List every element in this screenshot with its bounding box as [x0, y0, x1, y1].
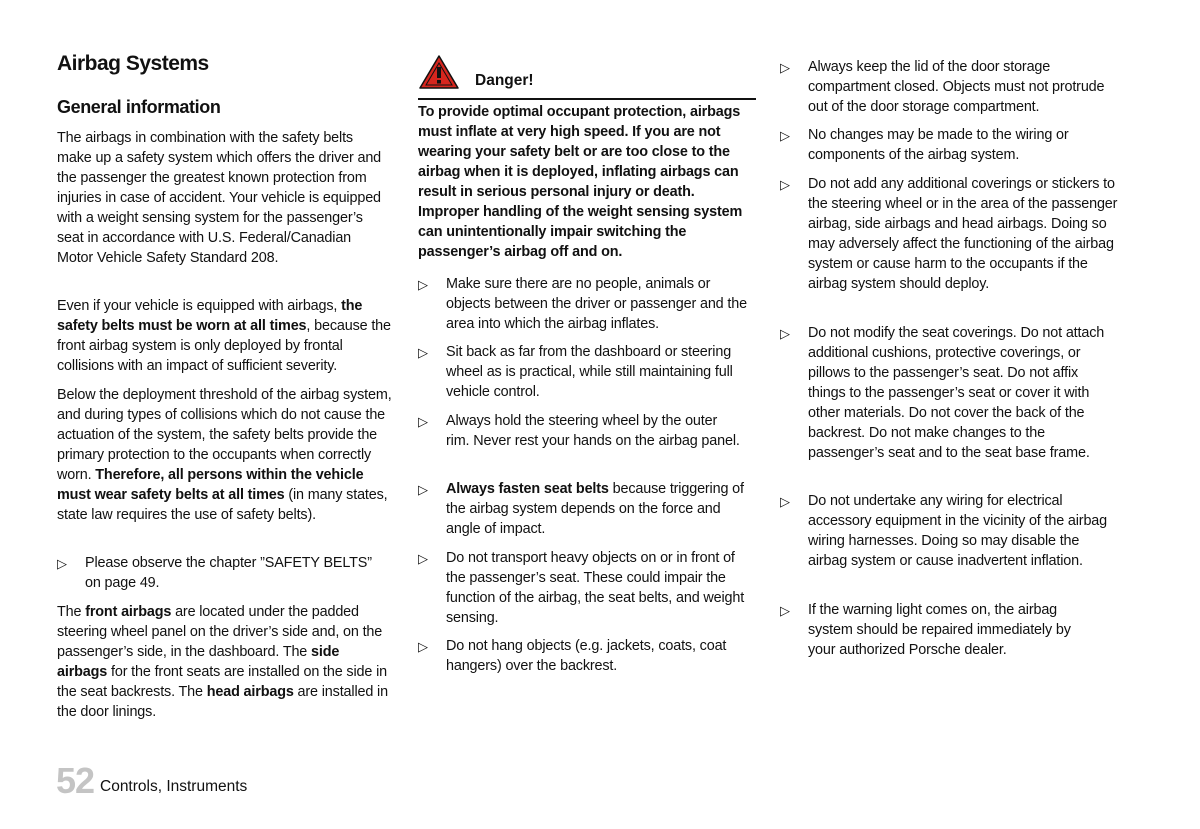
bullet-marker-icon: ▷: [418, 482, 428, 497]
paragraph-intro: The airbags in combination with the safety belts make up a safety system which offers the driver and the passenger the greatest known protection from injuries in case of accident. Your vehicle is equipped with a weight sensing system for the passenger’s seat in accordance with U.S. Federal/Canadian Motor Vehicle Safety Standard 208.: [57, 130, 382, 266]
bullet-marker-icon: ▷: [418, 551, 428, 566]
paragraph-airbag-locations: The front airbags are located under the padded steering wheel panel on the driver’s side and, on the passenger’s side, in the dashboard. The side airbags for the front seats are installed on the side in the seat backrests. The head airbags are installed in the door linings.: [57, 604, 388, 720]
paragraph-deployment-threshold: Below the deployment threshold of the airbag system, and during types of collisions which do not cause the actuation of the system, the safety belts provide the primary protection to the occupants when correctly worn. Therefore, all persons within the vehicle must wear safety belts at all times (in many states, state law requires the use of safety belts).: [57, 387, 392, 523]
danger-header: [418, 52, 756, 100]
bullet-marker-icon: ▷: [418, 277, 428, 292]
danger-text: To provide optimal occupant protection, airbags must inflate at very high speed. If you are not wearing your safety belt or are too close to the airbag when it is deployed, inflating airbags can result in serious personal injury or death. Improper handling of the weight sensing system can unintentionally impair switching the passenger’s airbag off and on.: [418, 104, 743, 260]
page-number: 52: [56, 760, 95, 801]
bullet-marker-icon: ▷: [57, 556, 67, 571]
bullet-marker-icon: ▷: [418, 414, 428, 429]
danger-label: Danger!: [475, 72, 534, 89]
footer-section-label: Controls, Instruments: [100, 778, 248, 795]
bullet-marker-icon: ▷: [780, 128, 790, 143]
section-title: Airbag Systems: [57, 52, 209, 75]
bullet-marker-icon: ▷: [418, 345, 428, 360]
bullet-marker-icon: ▷: [780, 603, 790, 618]
subsection-title: General information: [57, 97, 221, 117]
paragraph-seatbelts: Even if your vehicle is equipped with airbags, the safety belts must be worn at all times, because the front airbag system is only deployed by frontal collisions with an impact of sufficient severity.: [57, 298, 391, 374]
bullet-marker-icon: ▷: [780, 177, 790, 192]
bullet-marker-icon: ▷: [780, 494, 790, 509]
bullet-marker-icon: ▷: [780, 60, 790, 75]
bullet-marker-icon: ▷: [780, 326, 790, 341]
bullet-marker-icon: ▷: [418, 639, 428, 654]
warning-triangle-icon: [418, 54, 460, 90]
